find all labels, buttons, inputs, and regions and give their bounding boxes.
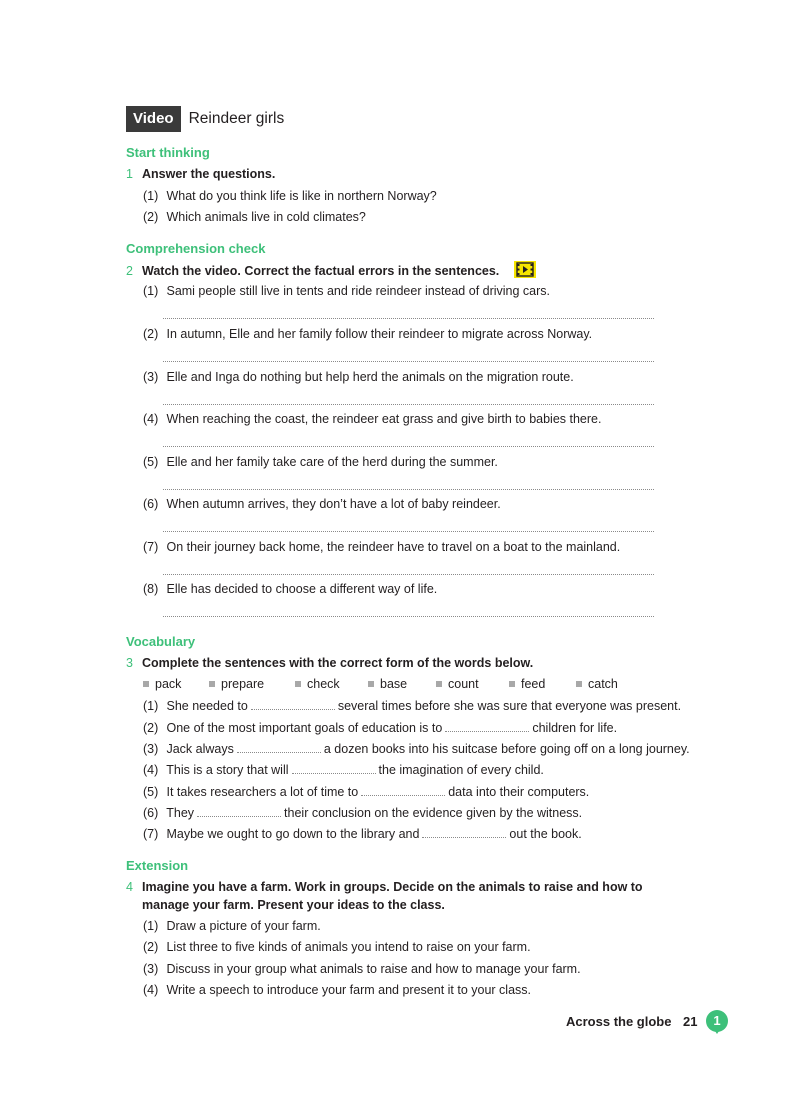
- list-item: (4) Write a speech to introduce your farm and present it to your class.: [143, 983, 532, 997]
- fill-blank-item: (4) This is a story that will the imagination of every child.: [143, 763, 544, 777]
- video-film-icon: [514, 261, 536, 278]
- blank-field[interactable]: [422, 826, 506, 838]
- question-number: 3: [126, 656, 133, 670]
- list-item: (6) When autumn arrives, they don’t have a lot of baby reindeer.: [143, 497, 501, 511]
- word-bank-item: base: [368, 677, 407, 691]
- answer-line[interactable]: [163, 531, 654, 532]
- square-bullet-icon: [368, 681, 374, 687]
- lesson-title: Reindeer girls: [188, 110, 285, 127]
- section-start-thinking: Start thinking: [126, 145, 210, 160]
- question-number: 4: [126, 880, 133, 894]
- blank-field[interactable]: [361, 784, 445, 796]
- answer-line[interactable]: [163, 446, 654, 447]
- list-item: (5) Elle and her family take care of the herd during the summer.: [143, 455, 498, 469]
- list-item: (1) Draw a picture of your farm.: [143, 919, 321, 933]
- answer-line[interactable]: [163, 318, 654, 319]
- square-bullet-icon: [209, 681, 215, 687]
- list-item: (2) List three to five kinds of animals you intend to raise on your farm.: [143, 940, 531, 954]
- list-item: (7) On their journey back home, the reindeer have to travel on a boat to the mainland.: [143, 540, 621, 554]
- word-bank-item: catch: [576, 677, 618, 691]
- fill-blank-item: (1) She needed to several times before she was sure that everyone was present.: [143, 699, 682, 713]
- page-number: 21: [683, 1014, 698, 1029]
- badge-pointer-icon: [713, 1028, 721, 1034]
- question-3-instruction: 3 Complete the sentences with the correct form of the words below.: [126, 656, 534, 670]
- list-item: (4) When reaching the coast, the reindeer eat grass and give birth to babies there.: [143, 412, 602, 426]
- unit-number-badge: 1: [706, 1010, 728, 1032]
- word-bank-item: count: [436, 677, 479, 691]
- list-item: (3) Discuss in your group what animals to raise and how to manage your farm.: [143, 962, 581, 976]
- list-item: (2) In autumn, Elle and her family follow their reindeer to migrate across Norway.: [143, 327, 593, 341]
- question-number: 1: [126, 167, 133, 181]
- answer-line[interactable]: [163, 574, 654, 575]
- section-extension: Extension: [126, 858, 189, 873]
- blank-field[interactable]: [292, 762, 376, 774]
- answer-line[interactable]: [163, 616, 654, 617]
- blank-field[interactable]: [251, 698, 335, 710]
- fill-blank-item: (3) Jack always a dozen books into his suitcase before going off on a long journey.: [143, 742, 690, 756]
- word-bank-item: feed: [509, 677, 545, 691]
- list-item: (2) Which animals live in cold climates?: [143, 210, 366, 224]
- square-bullet-icon: [436, 681, 442, 687]
- word-bank-item: check: [295, 677, 340, 691]
- answer-line[interactable]: [163, 404, 654, 405]
- question-2-instruction: 2 Watch the video. Correct the factual errors in the sentences.: [126, 264, 500, 278]
- list-item: (1) Sami people still live in tents and ride reindeer instead of driving cars.: [143, 284, 551, 298]
- fill-blank-item: (7) Maybe we ought to go down to the library and out the book.: [143, 827, 582, 841]
- square-bullet-icon: [143, 681, 149, 687]
- blank-field[interactable]: [197, 805, 281, 817]
- question-1-instruction: 1 Answer the questions.: [126, 167, 276, 181]
- fill-blank-item: (6) They their conclusion on the evidence given by the witness.: [143, 806, 583, 820]
- list-item: (3) Elle and Inga do nothing but help herd the animals on the migration route.: [143, 370, 574, 384]
- question-4-instruction: 4 Imagine you have a farm. Work in groups. Decide on the animals to raise and how to manage your farm. Present your ideas to the class.: [126, 880, 643, 912]
- square-bullet-icon: [576, 681, 582, 687]
- footer-unit-title: Across the globe: [566, 1014, 672, 1029]
- section-comprehension-check: Comprehension check: [126, 241, 266, 256]
- lesson-header: [126, 106, 284, 132]
- fill-blank-item: (2) One of the most important goals of education is to children for life.: [143, 721, 618, 735]
- blank-field[interactable]: [237, 741, 321, 753]
- word-bank-item: prepare: [209, 677, 264, 691]
- fill-blank-item: (5) It takes researchers a lot of time to data into their computers.: [143, 785, 590, 799]
- blank-field[interactable]: [445, 720, 529, 732]
- list-item: (8) Elle has decided to choose a different way of life.: [143, 582, 438, 596]
- square-bullet-icon: [295, 681, 301, 687]
- square-bullet-icon: [509, 681, 515, 687]
- word-bank-item: pack: [143, 677, 181, 691]
- answer-line[interactable]: [163, 361, 654, 362]
- answer-line[interactable]: [163, 489, 654, 490]
- question-number: 2: [126, 264, 133, 278]
- section-vocabulary: Vocabulary: [126, 634, 196, 649]
- list-item: (1) What do you think life is like in northern Norway?: [143, 189, 437, 203]
- video-tag: Video: [126, 106, 181, 132]
